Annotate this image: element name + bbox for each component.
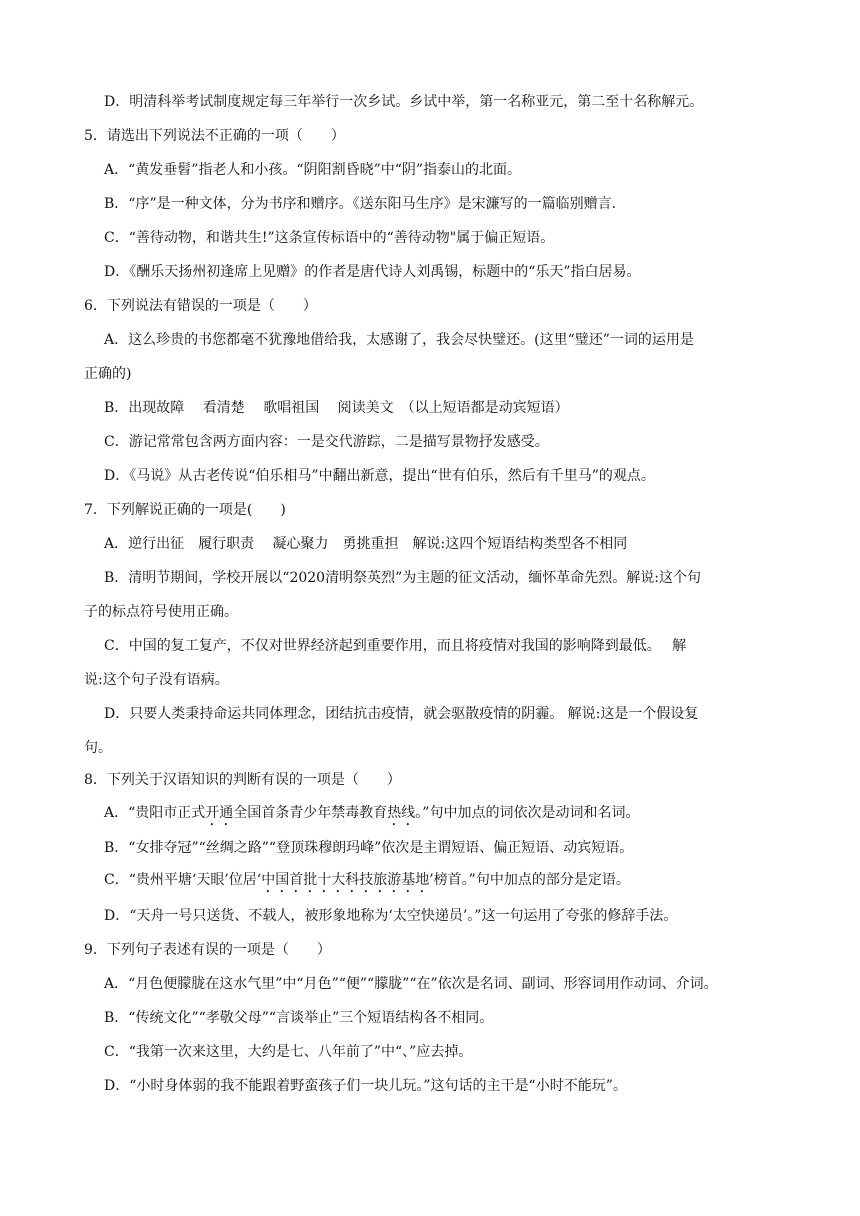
q6-stem: 6．下列说法有错误的一项是（ ） — [84, 298, 317, 314]
q8-option-d: D．“天舟一号只送货、不载人，被形象地称为‘太空快递员’。”这一句运用了夸张的修辞手法。 — [104, 908, 678, 924]
q9-option-a: A．“月色便朦胧在这水气里”中“月色”“便”“朦胧”“在”依次是名词、副词、形容词用作动词、介词。 — [104, 976, 718, 992]
q7-option-c-cont: 说:这个句子没有语病。 — [84, 672, 229, 688]
q8-option-b: B．“女排夺冠”“丝绸之路”“登顶珠穆朗玛峰”依次是主谓短语、偏正短语、动宾短语。 — [104, 840, 634, 856]
q6-option-a-cont: 正确的) — [84, 366, 132, 382]
q8a-dotted-word-2: 热线 — [387, 805, 416, 821]
q5-option-b: B．“序”是一种文体，分为书序和赠序。《送东阳马生序》是宋濂写的一篇临别赠言. — [104, 196, 617, 212]
q8a-text-pre: A．“贵阳市正式 — [104, 805, 206, 821]
q9-stem: 9．下列句子表述有误的一项是（ ） — [84, 942, 331, 958]
q7-option-b-cont: 子的标点符号使用正确。 — [84, 604, 238, 620]
q8c-text-post: ’榜首。”句中加点的部分是定语。 — [429, 872, 630, 888]
q9-option-b: B．“传统文化”“孝敬父母”“言谈举止”三个短语结构各不相同。 — [104, 1010, 494, 1026]
q5-option-a: A．“黄发垂髫”指老人和小孩。“阴阳割昏晓”中“阴”指泰山的北面。 — [104, 162, 522, 178]
q8-option-a — [0, 803, 860, 829]
q5-stem: 5．请选出下列说法不正确的一项（ ） — [84, 128, 345, 144]
q8c-dotted-phrase: 中国首批十大科技旅游基地 — [261, 872, 430, 888]
q8a-text-post: 。”句中加点的词依次是动词和名词。 — [415, 805, 640, 821]
q6-option-c: C．游记常常包含两方面内容：一是交代游踪，二是描写景物抒发感受。 — [104, 434, 549, 450]
q9-option-c: C．“我第一次来这里，大约是七、八年前了”中“、”应去掉。 — [104, 1044, 473, 1060]
q8a-dotted-word-1: 开通 — [205, 805, 234, 821]
q8-stem: 8．下列关于汉语知识的判断有误的一项是（ ） — [84, 772, 401, 788]
q7-option-d: D．只要人类秉持命运共同体理念，团结抗击疫情，就会驱散疫情的阴霾。 解说:这是一个假设复 — [104, 706, 699, 722]
q7-option-b: B．清明节期间，学校开展以“2020清明祭英烈”为主题的征文活动，缅怀革命先烈。解说:这个句 — [104, 570, 701, 586]
q6-option-d: D．《马说》从古老传说“伯乐相马”中翻出新意，提出“世有伯乐，然后有千里马”的观点。 — [104, 468, 655, 484]
q7-option-a: A．逆行出征 履行职责 凝心聚力 勇挑重担 解说:这四个短语结构类型各不相同 — [104, 536, 628, 552]
q6-option-b: B．出现故障 看清楚 歌唱祖国 阅读美文 （以上短语都是动宾短语） — [104, 400, 569, 416]
q8a-text-mid: 全国首条青少年禁毒教育 — [233, 805, 388, 821]
q7-option-c: C．中国的复工复产，不仅对世界经济起到重要作用，而且将疫情对我国的影响降到最低。 解 — [104, 638, 687, 654]
q5-option-d: D．《酬乐天扬州初逢席上见赠》的作者是唐代诗人刘禹锡，标题中的“乐天”指白居易。 — [104, 264, 641, 280]
q7-option-d-cont: 句。 — [84, 740, 112, 756]
q7-stem: 7．下列解说正确的一项是( ) — [84, 502, 286, 518]
q8c-text-pre: C．“贵州平塘‘天眼’位居‘ — [104, 872, 262, 888]
q8-option-c — [0, 870, 860, 896]
q9-option-d: D．“小时身体弱的我不能跟着野蛮孩子们一块儿玩。”这句话的主干是“小时不能玩”。 — [104, 1078, 627, 1094]
q6-option-a: A．这么珍贵的书您都毫不犹豫地借给我，太感谢了，我会尽快璧还。(这里“璧还”一词的运用是 — [104, 332, 694, 348]
q5-option-c: C．“善待动物，和谐共生!”这条宣传标语中的“善待动物"属于偏正短语。 — [104, 230, 555, 246]
q4-option-d: D．明清科举考试制度规定每三年举行一次乡试。乡试中举，第一名称亚元，第二至十名称解元。 — [104, 94, 704, 110]
